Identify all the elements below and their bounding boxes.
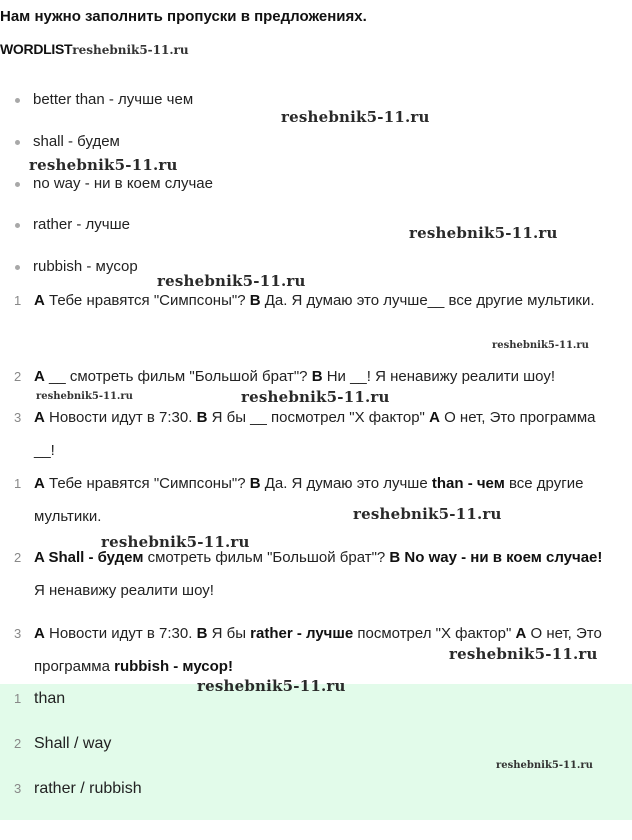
watermark: reshebnik5-11.ru bbox=[36, 391, 133, 402]
bold-text: B bbox=[311, 368, 323, 385]
watermark: reshebnik5-11.ru bbox=[492, 340, 589, 351]
bold-text: than - чем bbox=[431, 475, 505, 492]
exercise-item bbox=[14, 284, 614, 317]
answer-text: than bbox=[34, 690, 66, 707]
bold-text: A bbox=[34, 625, 45, 642]
item-number: 2 bbox=[14, 550, 22, 565]
bullet-icon bbox=[15, 182, 20, 187]
answer-number: 3 bbox=[14, 781, 22, 796]
bold-text: B bbox=[249, 475, 261, 492]
bold-text: A bbox=[515, 625, 527, 642]
watermark: reshebnik5-11.ru bbox=[449, 645, 598, 663]
bold-text: B bbox=[196, 409, 208, 426]
answer-item bbox=[14, 780, 142, 798]
bold-text: A bbox=[34, 292, 45, 309]
watermark: reshebnik5-11.ru bbox=[101, 533, 250, 551]
answer-number: 2 bbox=[14, 736, 22, 751]
bold-text: A bbox=[34, 368, 45, 385]
wordlist-item-text: no way - ни в коем случае bbox=[33, 175, 213, 192]
bold-text: A bbox=[34, 409, 45, 426]
watermark: reshebnik5-11.ru bbox=[409, 224, 558, 242]
bullet-icon bbox=[15, 140, 20, 145]
wordlist-item bbox=[15, 133, 120, 150]
item-number: 1 bbox=[14, 476, 22, 491]
item-text: A Новости идут в 7:30. B Я бы __ посмотрел "Х фактор" A О нет, Это программа __! bbox=[34, 409, 596, 459]
watermark: reshebnik5-11.ru bbox=[157, 272, 306, 290]
answer-item bbox=[14, 735, 111, 753]
wordlist-label: WORDLIST bbox=[0, 41, 73, 57]
exercise-item bbox=[14, 401, 614, 467]
watermark: reshebnik5-11.ru bbox=[353, 505, 502, 523]
wordlist-item bbox=[15, 216, 130, 233]
wordlist-item bbox=[15, 175, 213, 192]
item-number: 3 bbox=[14, 410, 22, 425]
bold-text: rather - лучше bbox=[250, 625, 354, 642]
wordlist-heading bbox=[0, 41, 189, 57]
wordlist-item-text: rubbish - мусор bbox=[33, 258, 138, 275]
watermark: reshebnik5-11.ru bbox=[241, 388, 390, 406]
wordlist-item bbox=[15, 91, 193, 108]
answers-panel bbox=[0, 684, 632, 820]
item-text: A __ смотреть фильм "Большой брат"? B Ни __! Я ненавижу реалити шоу! bbox=[34, 368, 556, 385]
answer-text: rather / rubbish bbox=[34, 780, 142, 797]
bold-text: B bbox=[196, 625, 208, 642]
watermark: reshebnik5-11.ru bbox=[197, 677, 346, 695]
bold-text: B bbox=[249, 292, 261, 309]
bullet-icon bbox=[15, 265, 20, 270]
answer-item bbox=[14, 690, 65, 708]
bold-text: A bbox=[34, 475, 45, 492]
item-text: A Новости идут в 7:30. B Я бы rather - лучше посмотрел "Х фактор" A О нет, Это программа rubbish - мусор! bbox=[34, 625, 602, 675]
item-number: 2 bbox=[14, 369, 22, 384]
bullet-icon bbox=[15, 98, 20, 103]
watermark: reshebnik5-11.ru bbox=[281, 108, 430, 126]
item-text: A Тебе нравятся "Симпсоны"? B Да. Я думаю это лучше than - чем все другие мультики. bbox=[34, 475, 584, 525]
wordlist-item-text: rather - лучше bbox=[33, 216, 130, 233]
bold-text: B No way - ни в коем случае! bbox=[389, 549, 603, 566]
answer-text: Shall / way bbox=[34, 735, 112, 752]
bold-text: rubbish - мусор! bbox=[114, 658, 233, 675]
watermark: reshebnik5-11.ru bbox=[496, 760, 593, 771]
watermark: reshebnik5-11.ru bbox=[29, 156, 178, 174]
solution-item bbox=[14, 467, 614, 533]
answer-number: 1 bbox=[14, 691, 22, 706]
watermark: reshebnik5-11.ru bbox=[72, 43, 189, 57]
bold-text: A bbox=[429, 409, 440, 426]
wordlist-item bbox=[15, 258, 138, 275]
bullet-icon bbox=[15, 223, 20, 228]
bold-text: A Shall - будем bbox=[34, 549, 144, 566]
item-text: A Shall - будем смотреть фильм "Большой брат"? B No way - ни в коем случае! Я ненавижу реалити шоу! bbox=[34, 549, 603, 599]
item-number: 3 bbox=[14, 626, 22, 641]
wordlist-item-text: better than - лучше чем bbox=[33, 91, 194, 108]
wordlist-item-text: shall - будем bbox=[33, 133, 120, 150]
item-text: A Тебе нравятся "Симпсоны"? B Да. Я думаю это лучше__ все другие мультики. bbox=[34, 292, 595, 309]
item-number: 1 bbox=[14, 293, 22, 308]
page-title: Нам нужно заполнить пропуски в предложениях. bbox=[0, 8, 367, 25]
